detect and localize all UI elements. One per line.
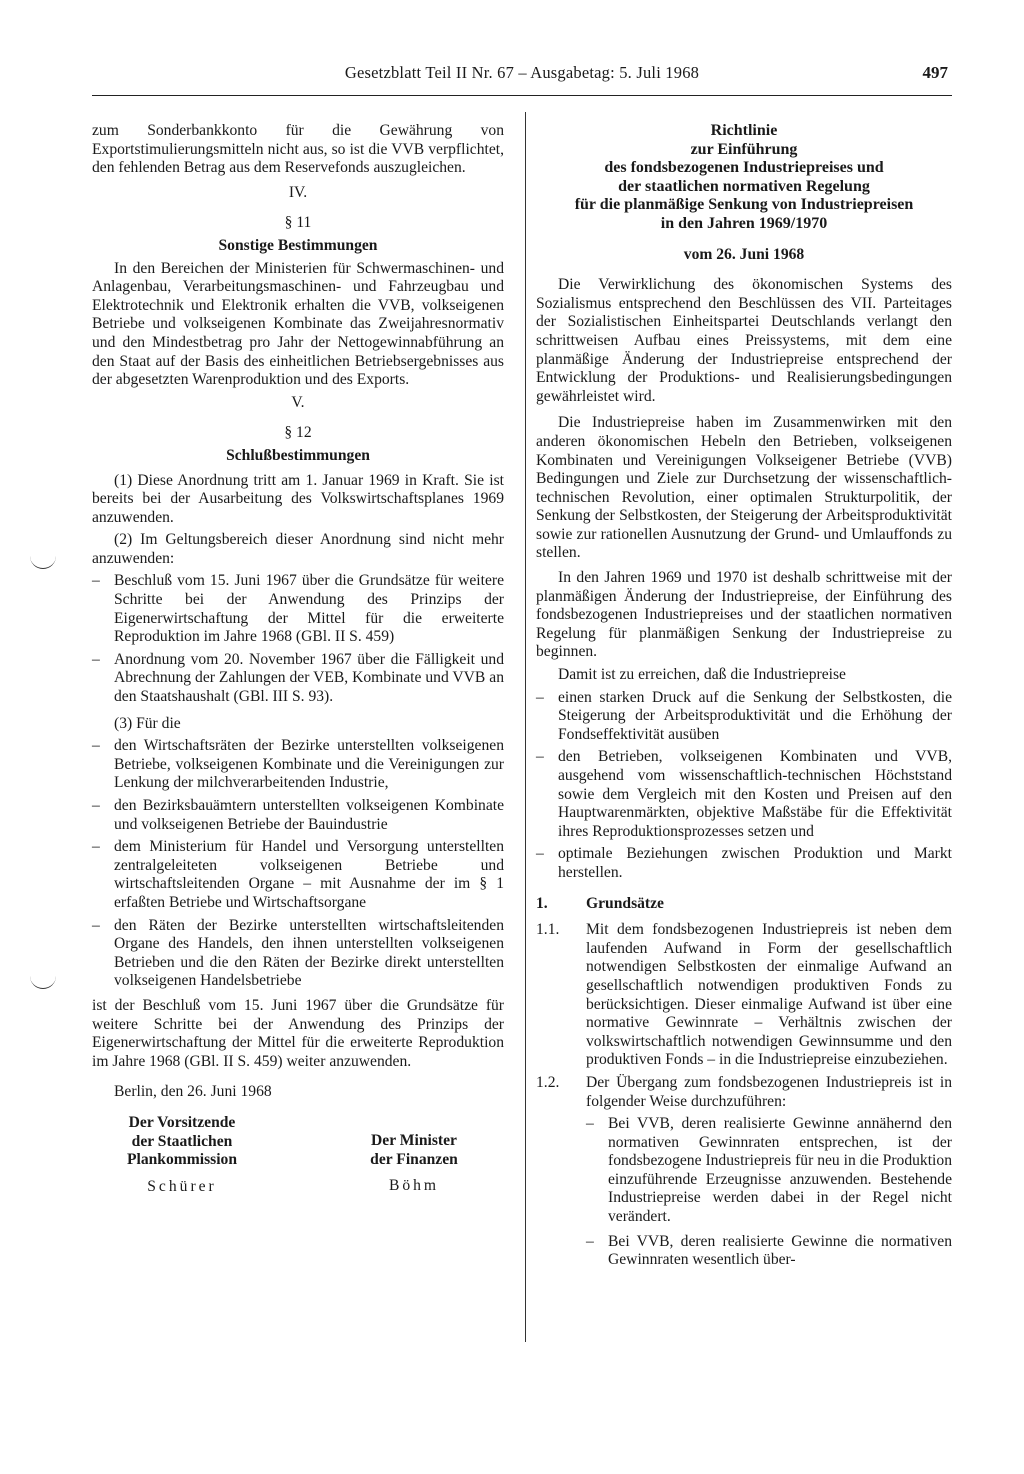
- place-date: Berlin, den 26. Juni 1968: [114, 1083, 272, 1101]
- paragraph: Damit ist zu erreichen, daß die Industriepreise: [558, 666, 846, 684]
- paragraph: ist der Beschluß vom 15. Juni 1967 über die Grundsätze für weitere Schritte bei der Anwendung des Prinzips der Eigenerwirtschaftung der Mittel für die erweiterte Reproduktion im Jahre 1968 (GBl. II S. 459) weiter anzuwenden.: [92, 996, 504, 1070]
- list-item: – Anordnung vom 20. November 1967 über die Fälligkeit und Abrechnung der Zahlungen der VEB, Kombinate und VVB an den Staatshaushalt (GBl. III S. 93).: [92, 651, 504, 707]
- document-title: Richtlinie zur Einführung des fondsbezogenen Industriepreises und der staatlichen normativen Regelung für die planmäßige Senkung von Industriepreisen in den Jahren 1969/1970: [574, 122, 914, 232]
- paragraph: In den Bereichen der Ministerien für Schwermaschinen- und Anlagenbau, Verarbeitungsmaschinen- und Fahrzeugbau und Elektrotechnik und Elektronik erhalten die VVB, volkseigenen Betriebe und volkseigenen Kombinate das Zweijahresnormativ und den Mindestbetrag pro Jahr der Nettogewinnabführung an den Staat auf der Basis des einheitlichen Betriebsergebnisses aus der abgesetzten Warenproduktion und des Exports.: [92, 259, 504, 389]
- list-item: – dem Ministerium für Handel und Versorgung unterstellten zentralgeleiteten volkseigenen Betriebe und wirtschaftsleitenden Organe – mit Ausnahme der im § 1 erfaßten Betriebe und Wirtschaftsorgane: [92, 838, 504, 912]
- paragraph: (1) Diese Anordnung tritt am 1. Januar 1969 in Kraft. Sie ist bereits bei der Ausarbeitung des Volkswirtschaftsplanes 1969 anzuwenden.: [92, 471, 504, 526]
- page-header: [92, 64, 952, 86]
- paragraph-title: Sonstige Bestimmungen: [218, 236, 378, 254]
- paragraph-number: § 11: [284, 214, 312, 232]
- section-heading: V.: [291, 393, 305, 411]
- item-number: 1.1.: [536, 921, 560, 939]
- paragraph: Die Verwirklichung des ökonomischen Systems des Sozialismus entsprechend den Beschlüssen des VII. Parteitages der Sozialistischen Einheitspartei Deutschlands verlangt den schrittweisen Aufbau eines Preissystems, mit dem eine planmäßige Änderung der Industriepreise entsprechend der Entwicklung der Produktions- und Realisierungsbedingungen gewährleistet wird.: [536, 276, 952, 405]
- list-item: – den Wirtschaftsräten der Bezirke unterstellten volkseigenen Betriebe, volkseigenen Kombinate und die Vereinigungen zur Lenkung der milchverarbeitenden Industrie,: [92, 737, 504, 793]
- list-item: – den Räten der Bezirke unterstellten wirtschaftsleitenden Organe des Handels, den ihnen unterstellten volkseigenen Betrieben und die den Räten der Bezirke direkt unterstellten volkseigenen Handelsbetriebe: [92, 917, 504, 991]
- right-column: [536, 122, 952, 1270]
- margin-check-mark: [30, 976, 56, 989]
- item-text: Mit dem fondsbezogenen Industriepreis ist neben dem laufenden Aufwand in Form der gesellschaftlich notwendigen Selbstkosten der einmalige Aufwand an gesellschaftlich notwendigen produktiven Fonds zu berücksichtigen. Dieser einmalige Aufwand ist über eine normative Gewinnrate – Verhältnis zwischen der volkswirtschaftlich notwendigen Gewinnsumme und den produktiven Fonds – in die Industriepreise einzubeziehen.: [586, 921, 952, 1069]
- header-title: Gesetzblatt Teil II Nr. 67 – Ausgabetag: 5. Juli 1968: [344, 63, 700, 82]
- numbered-item: [536, 1074, 952, 1111]
- section-number: 1.: [536, 894, 548, 912]
- signature-block: [92, 1114, 504, 1196]
- paragraph: (3) Für die: [114, 714, 181, 732]
- signatory-chairman: Der Vorsitzende der Staatlichen Plankommission Schürer: [92, 1114, 272, 1196]
- section-title: Grundsätze: [586, 894, 664, 912]
- list-item: – Bei VVB, deren realisierte Gewinne die normativen Gewinnraten wesentlich über-: [536, 1233, 952, 1270]
- document-date: vom 26. Juni 1968: [683, 245, 805, 263]
- signatory-name: Schürer: [147, 1177, 217, 1195]
- paragraph-number: § 12: [284, 424, 312, 442]
- list-item: – den Bezirksbauämtern unterstellten volkseigenen Kombinate und volkseigenen Betriebe der Bauindustrie: [92, 797, 504, 834]
- signatory-name: Böhm: [388, 1177, 440, 1195]
- item-number: 1.2.: [536, 1073, 560, 1091]
- paragraph-title: Schlußbestimmungen: [226, 446, 370, 464]
- paragraph: Die Industriepreise haben im Zusammenwirken mit den anderen ökonomischen Hebeln den Betrieben, volkseigenen Kombinaten und Vereinigungen Volkseigener Betriebe (VVB) Bedingungen und Ziele zur Durchsetzung der wissenschaftlich-technischen Revolution, einer optimalen Strukturpolitik, der Senkung der Selbstkosten, der Steigerung der Arbeitsproduktivität sowie zur rationellen Ausnutzung der Grund- und Umlauffonds zu stellen.: [536, 414, 952, 562]
- list-item: – einen starken Druck auf die Senkung der Selbstkosten, die Steigerung der Arbeitsproduktivität und die Erhöhung der Fondseffektivität ausüben: [536, 689, 952, 745]
- column-divider: [525, 112, 526, 1342]
- list-item: – Beschluß vom 15. Juni 1967 über die Grundsätze für weitere Schritte bei der Anwendung des Prinzips der Eigenerwirtschaftung der Mittel für die erweiterte Reproduktion im Jahre 1968 (GBl. II S. 459): [92, 572, 504, 646]
- list-item: – optimale Beziehungen zwischen Produktion und Markt herstellen.: [536, 845, 952, 882]
- list-item: – den Betrieben, volkseigenen Kombinaten und VVB, ausgehend vom wissenschaftlich-technischen Höchststand sowie dem Vergleich mit den Kosten und Preisen auf den Hauptwarenmärkten, objektive Maßstäbe für die Effektivität ihres Reproduktionsprozesses setzen und: [536, 748, 952, 841]
- numbered-item: [536, 921, 952, 1070]
- header-rule: [92, 95, 952, 96]
- paragraph: In den Jahren 1969 und 1970 ist deshalb schrittweise mit der planmäßigen Änderung der Industriepreise, der Einführung des fondsbezogenen Industriepreises und der staatlichen normativen Regelung für planmäßigen Senkung der Industriepreise zu beginnen.: [536, 569, 952, 661]
- paragraph: zum Sonderbankkonto für die Gewährung von Exportstimulierungsmitteln nicht aus, so ist die VVB verpflichtet, den fehlenden Betrag aus dem Reservefonds auszugleichen.: [92, 122, 504, 177]
- list-item: – Bei VVB, deren realisierte Gewinne annähernd den normativen Gewinnraten entsprechen, ist der fondsbezogene Industriepreis für neu in die Produktion einzuführende Erzeugnisse anzuwenden. Bestehende Industriepreise werden dabei in der Regel nicht verändert.: [536, 1115, 952, 1227]
- margin-check-mark: [30, 556, 56, 569]
- left-column: [92, 122, 504, 1196]
- signatory-minister: Der Minister der Finanzen Böhm: [324, 1114, 504, 1196]
- paragraph: (2) Im Geltungsbereich dieser Anordnung sind nicht mehr anzuwenden:: [92, 531, 504, 567]
- section-heading: [536, 895, 952, 914]
- section-heading: IV.: [288, 183, 308, 201]
- item-text: Der Übergang zum fondsbezogenen Industriepreis ist in folgender Weise durchzuführen:: [586, 1073, 952, 1110]
- page-number: 497: [922, 63, 948, 82]
